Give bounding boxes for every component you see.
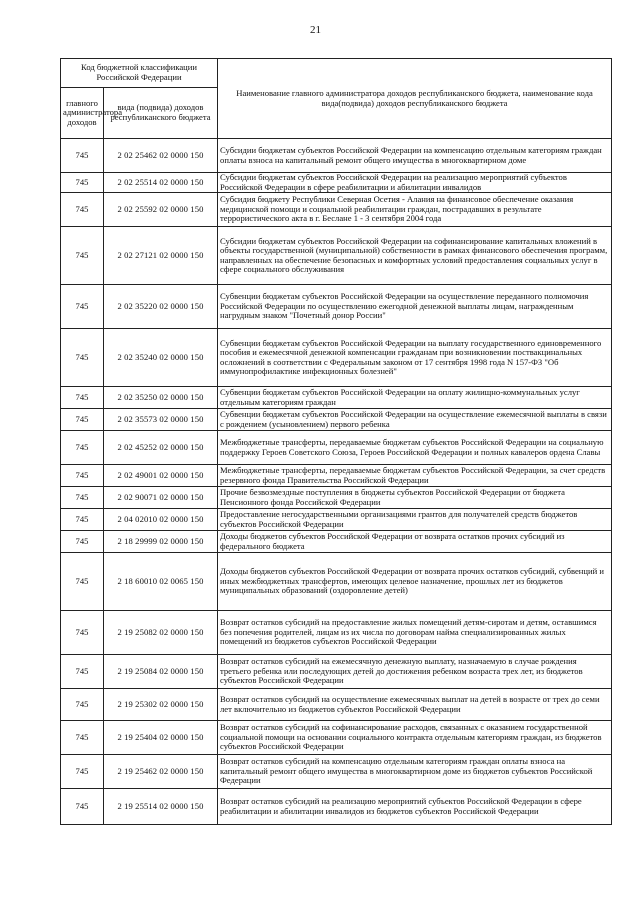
table-row [61, 789, 612, 825]
table-row [61, 531, 612, 553]
admin-code-cell: 745 [61, 387, 104, 409]
admin-code-cell: 745 [61, 139, 104, 173]
table-row [61, 285, 612, 329]
table-row [61, 611, 612, 655]
income-name-cell: Возврат остатков субсидий на компенсацию отдельным категориям граждан оплаты взноса на капитальный ремонт общего имущества в многоквартирном доме из бюджетов субъектов Российской Федерации [218, 755, 612, 789]
table-row [61, 721, 612, 755]
admin-column-header: главного администратора доходов [61, 88, 104, 139]
table-row [61, 509, 612, 531]
income-name-cell: Межбюджетные трансферты, передаваемые бюджетам субъектов Российской Федерации, за счет средств резервного фонда Правительства Российской Федерации [218, 465, 612, 487]
income-code-cell: 2 18 29999 02 0000 150 [104, 531, 218, 553]
income-code-cell: 2 02 25514 02 0000 150 [104, 173, 218, 193]
income-name-cell: Возврат остатков субсидий на ежемесячную денежную выплату, назначаемую в случае рождения третьего ребенка или последующих детей до достижения ребенком возраста трех лет, из бюджетов субъектов Российской Федерации [218, 655, 612, 689]
income-code-cell: 2 02 35250 02 0000 150 [104, 387, 218, 409]
income-code-cell: 2 19 25082 02 0000 150 [104, 611, 218, 655]
kbk-header: Код бюджетной классификации Российской Федерации [61, 59, 218, 88]
table-row [61, 655, 612, 689]
income-code-cell: 2 02 25592 02 0000 150 [104, 193, 218, 227]
income-code-cell: 2 02 35240 02 0000 150 [104, 329, 218, 387]
table-row [61, 553, 612, 611]
income-code-cell: 2 02 49001 02 0000 150 [104, 465, 218, 487]
income-name-cell: Возврат остатков субсидий на софинансирование расходов, связанных с оказанием государственной социальной помощи на основании социального контракта отдельным категориям граждан, из бюджетов субъектов Российской Федерации [218, 721, 612, 755]
table-row [61, 755, 612, 789]
income-name-cell: Субвенции бюджетам субъектов Российской Федерации на осуществление ежемесячной выплаты в связи с рождением (усыновлением) первого ребенка [218, 409, 612, 431]
income-name-cell: Межбюджетные трансферты, передаваемые бюджетам субъектов Российской Федерации на социальную поддержку Героев Советского Союза, Героев Российской Федерации и полных кавалеров ордена Славы [218, 431, 612, 465]
income-code-cell: 2 19 25084 02 0000 150 [104, 655, 218, 689]
admin-code-cell: 745 [61, 431, 104, 465]
table-row [61, 173, 612, 193]
income-codes-table [60, 58, 612, 825]
income-code-cell: 2 04 02010 02 0000 150 [104, 509, 218, 531]
income-name-cell: Субвенции бюджетам субъектов Российской Федерации на осуществление переданного полномочия Российской Федерации по осуществлению ежегодной денежной выплаты лицам, награжденным нагрудным знаком "Почетный донор России" [218, 285, 612, 329]
name-column-header: Наименование главного администратора доходов республиканского бюджета, наименование кода вида(подвида) доходов республиканского бюджета [218, 59, 612, 139]
income-name-cell: Субвенции бюджетам субъектов Российской Федерации на оплату жилищно-коммунальных услуг отдельным категориям граждан [218, 387, 612, 409]
income-code-cell: 2 19 25302 02 0000 150 [104, 689, 218, 721]
table-row [61, 431, 612, 465]
admin-code-cell: 745 [61, 789, 104, 825]
income-name-cell: Возврат остатков субсидий на реализацию мероприятий субъектов Российской Федерации в сфере реабилитации и абилитации инвалидов из бюджетов субъектов Российской Федерации [218, 789, 612, 825]
income-code-cell: 2 02 27121 02 0000 150 [104, 227, 218, 285]
admin-code-cell: 745 [61, 553, 104, 611]
table-row [61, 329, 612, 387]
income-code-cell: 2 02 45252 02 0000 150 [104, 431, 218, 465]
admin-code-cell: 745 [61, 531, 104, 553]
admin-code-cell: 745 [61, 409, 104, 431]
income-code-cell: 2 02 90071 02 0000 150 [104, 487, 218, 509]
income-code-cell: 2 02 25462 02 0000 150 [104, 139, 218, 173]
income-name-cell: Доходы бюджетов субъектов Российской Федерации от возврата остатков прочих субсидий из федерального бюджета [218, 531, 612, 553]
admin-code-cell: 745 [61, 755, 104, 789]
income-name-cell: Прочие безвозмездные поступления в бюджеты субъектов Российской Федерации от бюджета Пенсионного фонда Российской Федерации [218, 487, 612, 509]
income-code-cell: 2 02 35220 02 0000 150 [104, 285, 218, 329]
income-name-cell: Субсидии бюджетам субъектов Российской Федерации на компенсацию отдельным категориям граждан оплаты взноса на капитальный ремонт общего имущества в многоквартирном доме [218, 139, 612, 173]
table-row [61, 227, 612, 285]
income-name-cell: Субсидии бюджетам субъектов Российской Федерации на софинансирование капитальных вложений в объекты государственной (муниципальной) собственности в рамках финансового обеспечения программ, направленных на обеспечение безопасных и комфортных условий предоставления социальных услуг в сфере социального обслуживания [218, 227, 612, 285]
admin-code-cell: 745 [61, 173, 104, 193]
income-name-cell: Доходы бюджетов субъектов Российской Федерации от возврата прочих остатков субсидий, субвенций и иных межбюджетных трансфертов, имеющих целевое назначение, прошлых лет из бюджетов муниципальных образований (оздоровление детей) [218, 553, 612, 611]
admin-code-cell: 745 [61, 689, 104, 721]
admin-code-cell: 745 [61, 329, 104, 387]
table-row [61, 387, 612, 409]
table-row [61, 409, 612, 431]
admin-code-cell: 745 [61, 655, 104, 689]
income-name-cell: Возврат остатков субсидий на предоставление жилых помещений детям-сиротам и детям, оставшимся без попечения родителей, лицам из их числа по договорам найма специализированных жилых помещений из бюджетов субъектов Российской Федерации [218, 611, 612, 655]
admin-code-cell: 745 [61, 721, 104, 755]
income-name-cell: Субсидия бюджету Республики Северная Осетия - Алания на финансовое обеспечение оказания медицинской помощи и социальной реабилитации граждан, пострадавших в результате террористического акта в г. Беслане 1 - 3 сентября 2004 года [218, 193, 612, 227]
table-row [61, 689, 612, 721]
income-code-cell: 2 02 35573 02 0000 150 [104, 409, 218, 431]
admin-code-cell: 745 [61, 509, 104, 531]
table-body [61, 139, 612, 825]
income-name-cell: Субсидии бюджетам субъектов Российской Федерации на реализацию мероприятий субъектов Российской Федерации в сфере реабилитации и абилитации инвалидов [218, 173, 612, 193]
table-row [61, 465, 612, 487]
income-code-cell: 2 19 25404 02 0000 150 [104, 721, 218, 755]
table-row [61, 193, 612, 227]
admin-code-cell: 745 [61, 465, 104, 487]
admin-code-cell: 745 [61, 611, 104, 655]
income-name-cell: Предоставление негосударственными организациями грантов для получателей средств бюджетов субъектов Российской Федерации [218, 509, 612, 531]
admin-code-cell: 745 [61, 487, 104, 509]
admin-code-cell: 745 [61, 193, 104, 227]
admin-code-cell: 745 [61, 227, 104, 285]
admin-code-cell: 745 [61, 285, 104, 329]
income-code-cell: 2 19 25462 02 0000 150 [104, 755, 218, 789]
table-row [61, 139, 612, 173]
income-name-cell: Возврат остатков субсидий на осуществление ежемесячных выплат на детей в возрасте от трех до семи лет включительно из бюджетов субъектов Российской Федерации [218, 689, 612, 721]
page-number: 21 [310, 24, 321, 36]
income-type-column-header: вида (подвида) доходов республиканского бюджета [104, 88, 218, 139]
income-name-cell: Субвенции бюджетам субъектов Российской Федерации на выплату государственного единовременного пособия и ежемесячной денежной компенсации гражданам при возникновении поствакцинальных осложнений в соответствии с Федеральным законом от 17 сентября 1998 года N 157-ФЗ "Об иммунопрофилактике инфекционных болезней" [218, 329, 612, 387]
income-code-cell: 2 19 25514 02 0000 150 [104, 789, 218, 825]
table-row [61, 487, 612, 509]
income-code-cell: 2 18 60010 02 0065 150 [104, 553, 218, 611]
